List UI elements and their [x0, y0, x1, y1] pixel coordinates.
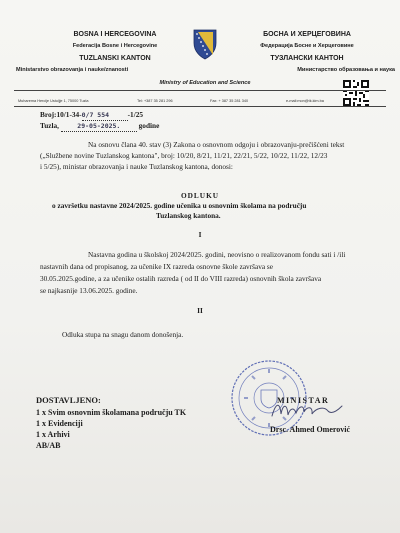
decision-title-line-2: Tuzlanskog kantona.: [156, 211, 221, 220]
decision-heading: ODLUKU: [180, 191, 220, 200]
section-1-line-2: nastavnih dana od propisanog, za učenike IX razreda osnovne škole završava se: [40, 262, 274, 271]
distribution-item: 1 x Evidenciji: [36, 419, 83, 428]
section-2-text: Odluka stupa na snagu danom donošenja.: [62, 330, 184, 339]
preamble-line-3: i 5/25), ministar obrazovanja i nauke Tuzlanskog kantona, donosi:: [40, 162, 233, 171]
ministry-name-cyrillic: Министарство образовања и наука: [297, 67, 395, 73]
contact-fax: Fax: + 387 35 281 340: [210, 99, 249, 103]
section-2-numeral: II: [197, 306, 203, 315]
distribution-item: 1 x Svim osnovnim školamana području TK: [36, 408, 187, 417]
header-rule-top: [14, 90, 386, 91]
document-date: Tuzla, 29-05-2025. godine: [40, 121, 159, 132]
ministry-name-latin: Ministarstvo obrazovanja i nauke/znanosti: [16, 67, 129, 73]
distribution-item: AB/AB: [36, 441, 61, 450]
preamble-line-2: („Službene novine Tuzlanskog kantona", broj: 10/20, 8/21, 11/21, 22/21, 5/22, 10/22, 11/22, 12/23: [40, 151, 328, 160]
contact-tel: Tel: +387 35 281 296: [137, 99, 173, 103]
section-1-line-1: Nastavna godina u školskoj 2024/2025. godini, neovisno o realizovanom fondu sati i /ili: [88, 250, 346, 259]
qr-code-icon: [343, 80, 369, 106]
country-name-latin: BOSNA I HERCEGOVINA: [73, 31, 157, 38]
section-1-line-4: se najkasnije 13.06.2025. godine.: [40, 286, 138, 295]
country-name-cyrillic: БОСНА И ХЕРЦЕГОВИНА: [263, 31, 351, 38]
contact-email: e-mail:mon@tk.kim.ba: [286, 99, 324, 103]
signature-title: MINISTAR: [277, 396, 330, 405]
handwritten-reference: 0/7 554: [82, 111, 128, 121]
reference-number: Broj:10/1-34-0/7 554 -1/25: [40, 110, 143, 121]
section-1-line-3: 30.05.2025.godine, a za učenike ostalih razreda ( od II do VIII razreda) osnovnih škola završava: [40, 274, 322, 283]
minister-name: Drsc. Ahmed Omerović: [270, 425, 351, 434]
coat-of-arms-icon: [192, 28, 218, 60]
canton-name-latin: TUZLANSKI KANTON: [79, 55, 151, 62]
handwritten-date: 29-05-2025.: [61, 122, 137, 132]
distribution-item: 1 x Arhivi: [36, 430, 70, 439]
header-rule-bottom: [14, 106, 386, 107]
preamble-line-1: Na osnovu člana 40. stav (3) Zakona o osnovnom odgoju i obrazovanju-prečišćeni tekst: [88, 140, 345, 149]
federation-name-cyrillic: Федерација Босне и Херцеговине: [260, 43, 354, 49]
distribution-heading: DOSTAVLJENO:: [36, 395, 101, 405]
ministry-name-english: Ministry of Education and Science: [159, 80, 251, 86]
decision-title-line-1: o završetku nastavne 2024/2025. godine učenika u osnovnim školama na području: [52, 201, 307, 210]
contact-address: Muharema Hercije Ustuljje 1, 75000 Tuzla: [18, 99, 89, 103]
section-1-numeral: I: [198, 230, 202, 239]
canton-name-cyrillic: ТУЗЛАНСКИ КАНТОН: [270, 55, 344, 62]
handwritten-signature-icon: [268, 398, 346, 420]
federation-name-latin: Federacija Bosne i Hercegovine: [72, 43, 158, 49]
